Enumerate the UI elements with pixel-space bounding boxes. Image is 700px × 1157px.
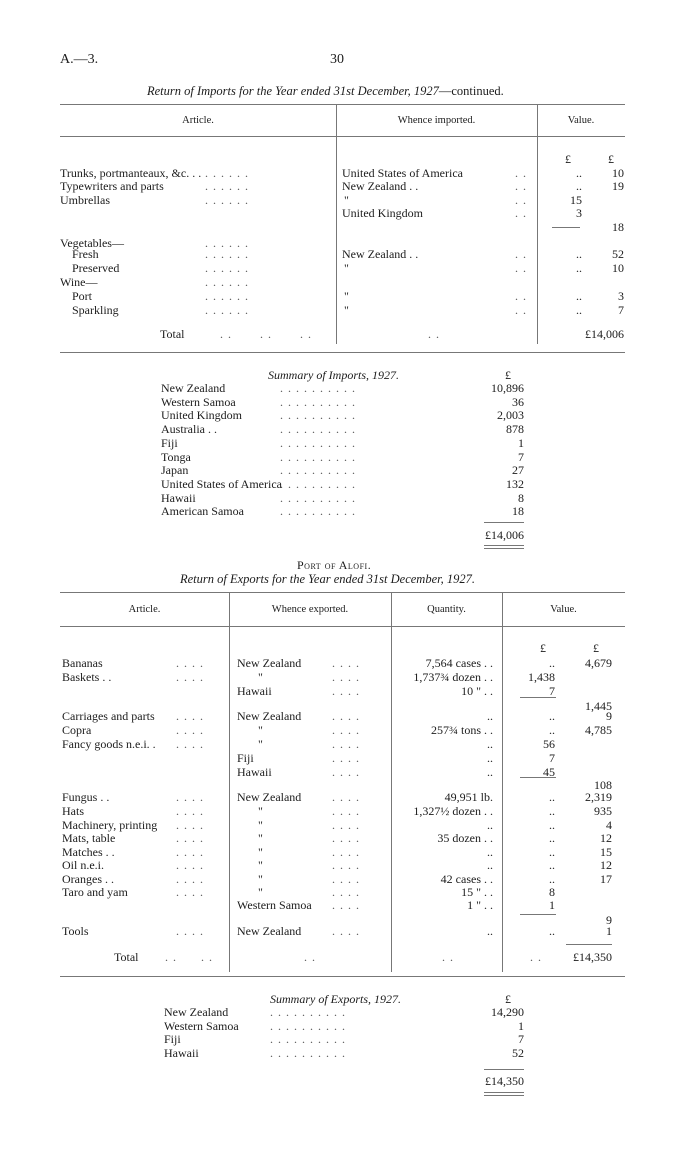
export-row-article: Mats, table [62, 831, 116, 845]
import-summary-title: Summary of Imports, 1927. [268, 368, 399, 382]
export-row-whence-dots: . . . . [332, 872, 360, 886]
export-row-value-1: .. [549, 804, 555, 818]
import-summary-dots: . . . . . . . . . . [280, 422, 356, 437]
import-summary-dots: . . . . . . . . . . [280, 381, 356, 395]
export-summary-country: Fiji [164, 1032, 181, 1047]
import-row-article: Vegetables— [60, 236, 124, 250]
import-row-dots: . . . . . . [205, 166, 249, 180]
export-row-whence: " [258, 818, 263, 832]
export-row-article: Hats [62, 804, 84, 818]
exports-total-rule [566, 944, 612, 945]
export-row-quantity: 7,564 cases . . [425, 656, 493, 670]
import-row-value-1: .. [576, 261, 582, 275]
import-summary-country: United States of America [161, 476, 282, 491]
export-row-value-1: 7 [549, 751, 555, 765]
import-summary-value: 8 [518, 490, 524, 505]
export-row-whence: " [258, 723, 263, 737]
export-row-value-1: 1,438 [528, 670, 555, 684]
export-row-dots: . . . . [176, 885, 204, 899]
export-row-quantity: 10 " . . [461, 684, 493, 698]
port-title: Port of Alofi. [297, 558, 372, 572]
export-row-value-1: 8 [549, 885, 555, 899]
export-row-value-2: 12 [600, 858, 612, 872]
export-row-whence: Western Samoa [237, 898, 312, 912]
export-row-whence: " [258, 804, 263, 818]
export-row-whence-dots: . . . . [332, 684, 360, 698]
import-row-dots: . . . . . . [205, 247, 249, 261]
export-row-value-1: .. [549, 656, 555, 670]
import-summary-country: Japan [161, 463, 189, 478]
export-row-quantity: .. [487, 818, 493, 832]
import-summary-value: 132 [506, 476, 524, 491]
imports-total-label: Total [160, 327, 185, 341]
exports-subtotal-rule-3 [520, 914, 556, 915]
exports-currency-2: £ [593, 641, 599, 655]
export-summary-country: New Zealand [164, 1005, 229, 1019]
import-row-whence: " [344, 193, 349, 207]
exports-subtotal-rule-2 [520, 777, 556, 778]
export-summary-sum-rule [484, 1069, 524, 1070]
import-summary-dots: . . . . . . . . . . [280, 490, 356, 505]
import-summary-value: 2,003 [497, 408, 524, 423]
import-row-whence-dots: . . [515, 193, 527, 207]
export-row-quantity: .. [487, 765, 493, 779]
export-row-article: Bananas [62, 656, 103, 670]
exports-total-label: Total [114, 950, 139, 964]
export-row-whence: New Zealand [237, 924, 302, 938]
export-row-whence-dots: . . . . [332, 709, 360, 723]
import-summary-country: Australia . . [161, 422, 217, 437]
export-summary-double-rule-1 [484, 1092, 524, 1093]
imports-header-whence: Whence imported. [397, 115, 476, 126]
export-row-quantity: .. [487, 858, 493, 872]
import-row-dots: . . . . . . [205, 261, 249, 275]
imports-col-divider-2 [537, 104, 538, 344]
exports-total-value: £14,350 [573, 950, 612, 964]
export-row-quantity: .. [487, 924, 493, 938]
export-row-value-2: 4,785 [585, 723, 612, 737]
exports-currency-1: £ [540, 641, 546, 655]
export-row-article: Fancy goods n.e.i. . [62, 737, 156, 751]
export-row-article: Matches . . [62, 845, 115, 859]
export-row-whence-dots: . . . . [332, 858, 360, 872]
import-row-value-2: 7 [618, 303, 624, 317]
export-row-dots: . . . . [176, 709, 204, 723]
export-row-dots: . . . . [176, 656, 204, 670]
export-row-value-2: 1 [606, 924, 612, 938]
export-row-whence: New Zealand [237, 656, 302, 670]
export-summary-title: Summary of Exports, 1927. [270, 992, 401, 1006]
imports-title: Return of Imports for the Year ended 31st December, 1927—continued. [147, 84, 504, 98]
export-row-whence-dots: . . . . [332, 765, 360, 779]
export-row-whence-dots: . . . . [332, 723, 360, 737]
export-row-value-1: 56 [543, 737, 555, 751]
import-summary-dots: . . . . . . . . . . [280, 435, 356, 450]
export-row-dots: . . . . [176, 790, 204, 804]
import-summary-country: New Zealand [161, 381, 226, 395]
import-summary-sum-rule [484, 522, 524, 523]
export-row-whence: Hawaii [237, 684, 272, 698]
export-row-value-2: 4 [606, 818, 612, 832]
export-row-whence-dots: . . . . [332, 804, 360, 818]
exports-bottom-rule [60, 976, 625, 977]
export-summary-value: 1 [518, 1018, 524, 1033]
document-reference: A.—3. [60, 52, 99, 67]
export-summary-dots: . . . . . . . . . . [270, 1046, 346, 1061]
export-row-dots: . . . . [176, 924, 204, 938]
exports-subtotal-rule-1 [520, 697, 556, 698]
import-summary-dots: . . . . . . . . . . [280, 476, 356, 491]
exports-header-quantity: Quantity. [427, 604, 466, 615]
export-row-dots: . . . . [176, 872, 204, 886]
export-row-value-1: .. [549, 723, 555, 737]
import-row-whence-dots: . . [515, 179, 527, 193]
import-row-article: Fresh [72, 247, 99, 261]
import-summary-value: 878 [506, 422, 524, 437]
export-row-value-1: .. [549, 872, 555, 886]
export-row-dots: . . . . [176, 804, 204, 818]
import-summary-country: Hawaii [161, 490, 196, 505]
export-row-whence: " [258, 858, 263, 872]
exports-header-whence: Whence exported. [271, 604, 349, 615]
export-row-whence-dots: . . . . [332, 898, 360, 912]
exports-total-dots: . . . . [165, 950, 213, 964]
import-row-whence: " [344, 303, 349, 317]
export-row-value-2: 935 [594, 804, 612, 818]
export-row-whence-dots: . . . . [332, 790, 360, 804]
export-row-value-2: 1,445 [585, 699, 612, 713]
import-row-article: Trunks, portmanteaux, &c. . . [60, 166, 202, 180]
import-summary-dots: . . . . . . . . . . [280, 394, 356, 409]
exports-header-rule [60, 626, 625, 627]
import-row-whence: " [344, 261, 349, 275]
imports-header-value: Value. [567, 115, 595, 126]
import-summary-currency: £ [505, 368, 511, 382]
export-row-dots: . . . . [176, 670, 204, 684]
imports-top-rule [60, 104, 625, 105]
export-row-quantity: 15 " . . [461, 885, 493, 899]
exports-col-divider-1 [229, 592, 230, 972]
export-row-value-2: 9 [606, 913, 612, 927]
export-summary-dots: . . . . . . . . . . [270, 1018, 346, 1033]
import-summary-country: Fiji [161, 435, 178, 450]
export-row-whence-dots: . . . . [332, 831, 360, 845]
export-row-value-1: .. [549, 845, 555, 859]
import-summary-country: Western Samoa [161, 394, 236, 409]
export-row-dots: . . . . [176, 818, 204, 832]
import-row-value-1: .. [576, 303, 582, 317]
exports-col-divider-3 [502, 592, 503, 972]
export-summary-double-rule-2 [484, 1095, 524, 1096]
import-row-dots: . . . . . . [205, 275, 249, 289]
imports-header-article: Article. [182, 115, 214, 126]
export-row-whence-dots: . . . . [332, 818, 360, 832]
import-row-value-2: 19 [612, 179, 624, 193]
export-row-whence: New Zealand [237, 790, 302, 804]
export-row-quantity: .. [487, 845, 493, 859]
import-row-whence: New Zealand . . [342, 247, 419, 261]
import-row-article: Umbrellas [60, 193, 110, 207]
export-row-quantity: .. [487, 737, 493, 751]
import-row-dots: . . . . . . [205, 303, 249, 317]
import-row-value-2: 18 [612, 220, 624, 234]
export-row-whence-dots: . . . . [332, 885, 360, 899]
export-row-whence-dots: . . . . [332, 737, 360, 751]
import-summary-country: American Samoa [161, 504, 244, 519]
exports-total-whence-dots: . . [304, 950, 316, 964]
import-row-whence-dots: . . [515, 289, 527, 303]
import-row-whence-dots: . . [515, 166, 527, 180]
export-row-whence-dots: . . . . [332, 656, 360, 670]
imports-total-dots: . . . . . . [220, 327, 312, 341]
export-summary-value: 7 [518, 1032, 524, 1047]
export-row-quantity: 42 cases . . [440, 872, 493, 886]
export-row-quantity: .. [487, 751, 493, 765]
import-summary-value: 36 [512, 394, 524, 409]
export-row-whence-dots: . . . . [332, 751, 360, 765]
import-row-article: Preserved [72, 261, 120, 275]
export-row-article: Carriages and parts [62, 709, 155, 723]
export-row-value-1: .. [549, 831, 555, 845]
import-row-whence: " [344, 289, 349, 303]
export-row-article: Machinery, printing [62, 818, 158, 832]
import-summary-total: £14,006 [485, 528, 524, 542]
import-summary-value: 7 [518, 449, 524, 464]
export-row-whence: " [258, 845, 263, 859]
export-row-value-1: .. [549, 790, 555, 804]
export-row-whence: Fiji [237, 751, 254, 765]
imports-bottom-rule [60, 352, 625, 353]
imports-col-divider-1 [336, 104, 337, 344]
import-summary-dots: . . . . . . . . . . [280, 449, 356, 464]
export-row-dots: . . . . [176, 831, 204, 845]
export-summary-dots: . . . . . . . . . . [270, 1032, 346, 1047]
export-row-value-1: .. [549, 924, 555, 938]
import-row-value-2: 3 [618, 289, 624, 303]
export-row-value-1: 7 [549, 684, 555, 698]
import-row-value-1: .. [576, 289, 582, 303]
export-row-quantity: 1,327½ dozen . . [413, 804, 493, 818]
export-row-article: Tools [62, 924, 89, 938]
export-row-value-1: .. [549, 818, 555, 832]
export-row-value-1: 45 [543, 765, 555, 779]
exports-total-qty-dots: . . [442, 950, 454, 964]
imports-subtotal-rule [552, 227, 580, 228]
export-row-article: Copra [62, 723, 92, 737]
export-row-whence: Hawaii [237, 765, 272, 779]
export-row-article: Taro and yam [62, 885, 128, 899]
import-summary-dots: . . . . . . . . . . [280, 463, 356, 478]
imports-currency-1: £ [565, 152, 571, 166]
import-row-whence: United States of America [342, 166, 463, 180]
import-summary-double-rule-1 [484, 545, 524, 546]
export-summary-dots: . . . . . . . . . . [270, 1005, 346, 1019]
export-row-quantity: 257¾ tons . . [430, 723, 493, 737]
export-row-dots: . . . . [176, 858, 204, 872]
export-row-quantity: 1 " . . [467, 898, 493, 912]
export-row-whence-dots: . . . . [332, 924, 360, 938]
import-row-whence: New Zealand . . [342, 179, 419, 193]
import-summary-value: 18 [512, 504, 524, 519]
export-row-quantity: 49,951 lb. [444, 790, 493, 804]
import-row-value-1: .. [576, 247, 582, 261]
export-summary-value: 14,290 [491, 1005, 524, 1019]
export-row-whence: " [258, 670, 263, 684]
export-row-value-2: 12 [600, 831, 612, 845]
import-row-whence-dots: . . [515, 247, 527, 261]
import-summary-country: Tonga [161, 449, 191, 464]
import-row-value-1: 15 [570, 193, 582, 207]
import-summary-dots: . . . . . . . . . . [280, 408, 356, 423]
export-row-value-2: 4,679 [585, 656, 612, 670]
export-row-dots: . . . . [176, 845, 204, 859]
import-row-value-2: 52 [612, 247, 624, 261]
import-row-value-2: 10 [612, 166, 624, 180]
import-row-whence-dots: . . [515, 261, 527, 275]
import-row-value-1: 3 [576, 206, 582, 220]
export-row-quantity: 1,737¾ dozen . . [413, 670, 493, 684]
export-row-quantity: .. [487, 709, 493, 723]
import-row-whence-dots: . . [515, 206, 527, 220]
exports-title: Return of Exports for the Year ended 31st December, 1927. [180, 572, 475, 586]
import-row-dots: . . . . . . [205, 193, 249, 207]
import-row-article: Port [72, 289, 93, 303]
export-row-value-1: 1 [549, 898, 555, 912]
export-summary-currency: £ [505, 992, 511, 1006]
import-row-dots: . . . . . . [205, 179, 249, 193]
export-row-value-2: 15 [600, 845, 612, 859]
export-row-whence: New Zealand [237, 709, 302, 723]
export-row-article: Baskets . . [62, 670, 112, 684]
import-row-dots: . . . . . . [205, 289, 249, 303]
export-row-article: Fungus . . [62, 790, 110, 804]
import-summary-value: 1 [518, 435, 524, 450]
imports-total-value: £14,006 [585, 327, 624, 341]
export-row-article: Oil n.e.i. [62, 858, 104, 872]
export-row-whence: " [258, 831, 263, 845]
import-row-whence-dots: . . [515, 303, 527, 317]
export-summary-value: 52 [512, 1046, 524, 1061]
export-row-value-2: 2,319 [585, 790, 612, 804]
export-row-whence: " [258, 885, 263, 899]
import-summary-dots: . . . . . . . . . . [280, 504, 356, 519]
import-row-value-2: 10 [612, 261, 624, 275]
import-row-whence: United Kingdom [342, 206, 423, 220]
imports-total-whence-dots: . . [428, 327, 440, 341]
export-row-quantity: 35 dozen . . [437, 831, 493, 845]
import-row-value-1: .. [576, 166, 582, 180]
export-row-value-1: .. [549, 858, 555, 872]
import-row-dots: . . . . . . [205, 236, 249, 250]
exports-top-rule [60, 592, 625, 593]
imports-header-rule [60, 136, 625, 137]
import-row-value-1: .. [576, 179, 582, 193]
exports-header-article: Article. [128, 604, 161, 615]
export-summary-total: £14,350 [485, 1074, 524, 1088]
import-summary-double-rule-2 [484, 548, 524, 549]
export-row-value-2: 17 [600, 872, 612, 886]
export-summary-country: Western Samoa [164, 1018, 239, 1033]
page-number: 30 [330, 52, 344, 67]
export-row-value-1: .. [549, 709, 555, 723]
export-row-whence-dots: . . . . [332, 845, 360, 859]
exports-total-v1-dots: . . [530, 950, 542, 964]
import-row-article: Typewriters and parts [60, 179, 164, 193]
imports-currency-2: £ [608, 152, 614, 166]
export-row-value-2: 9 [606, 709, 612, 723]
import-row-article: Sparkling [72, 303, 119, 317]
export-row-dots: . . . . [176, 723, 204, 737]
export-row-whence-dots: . . . . [332, 670, 360, 684]
export-row-whence: " [258, 872, 263, 886]
import-summary-country: United Kingdom [161, 408, 242, 423]
export-summary-country: Hawaii [164, 1046, 199, 1061]
exports-header-value: Value. [550, 604, 577, 615]
import-summary-value: 27 [512, 463, 524, 478]
export-row-article: Oranges . . [62, 872, 114, 886]
export-row-dots: . . . . [176, 737, 204, 751]
import-summary-value: 10,896 [491, 381, 524, 395]
import-row-article: Wine— [60, 275, 98, 289]
export-row-whence: " [258, 737, 263, 751]
export-row-value-2: 108 [594, 778, 612, 792]
exports-col-divider-2 [391, 592, 392, 972]
